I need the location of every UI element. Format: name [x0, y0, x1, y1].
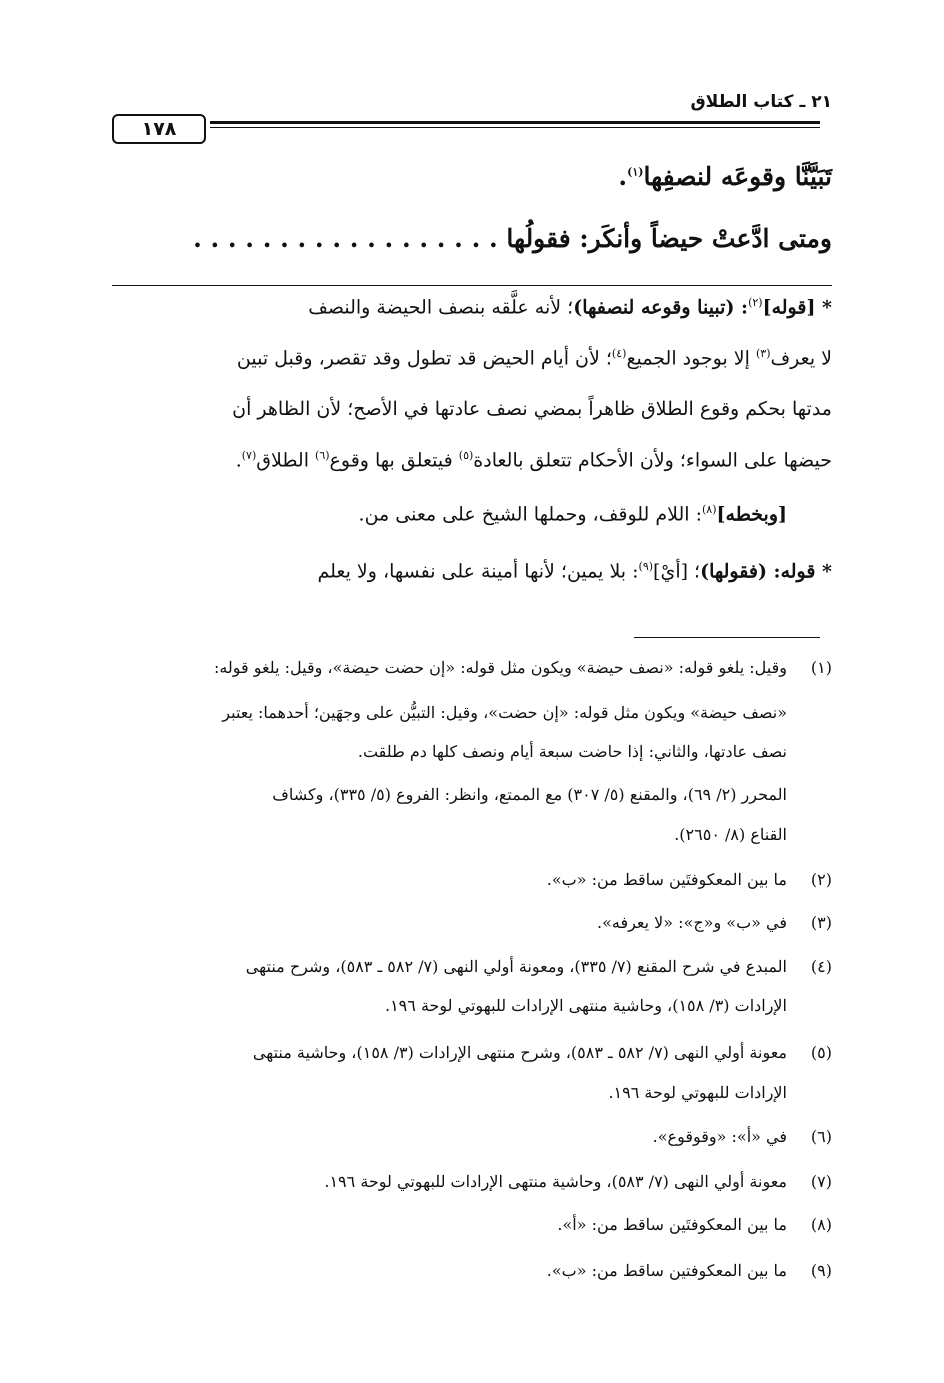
footnote-line: ما بين المعكوفتَين ساقط من: «أ». — [557, 1215, 787, 1234]
footnote-number: (٦) — [810, 1127, 832, 1146]
footnote-number: (٥) — [810, 1043, 832, 1062]
commentary-text: ؛ لأن أيام الحيض قد تطول وقد تقصر، وقبل تبين — [236, 347, 612, 370]
footnote-line: المحرر (٢/ ٦٩)، والمقنع (٥/ ٣٠٧) مع الممتع، وانظر: الفروع (٥/ ٣٣٥)، وكشاف — [272, 785, 787, 804]
footnote-ref[interactable]: (٣) — [755, 347, 771, 360]
commentary-text: حيضها على السواء؛ ولأن الأحكام تتعلق بالعادة — [473, 449, 832, 472]
matn-dots: . . . . . . . . . . . . . . . . . . — [193, 224, 498, 253]
matn-separator — [112, 285, 832, 286]
commentary-text: : بلا يمين؛ لأنها أمينة على نفسها، ولا يعلم — [317, 560, 639, 583]
commentary-line — [359, 503, 787, 525]
footnote-line: المبدع في شرح المقنع (٧/ ٣٣٥)، ومعونة أولي النهى (٧/ ٥٨٢ ـ ٥٨٣)، وشرح منتهى — [245, 957, 787, 976]
commentary-line — [318, 560, 833, 582]
lemma: * [قوله] — [762, 296, 832, 319]
commentary-line — [308, 296, 832, 318]
header-rule-thin — [210, 127, 820, 128]
commentary-line — [232, 398, 832, 420]
commentary-text: إلا بوجود الجميع — [626, 347, 756, 370]
footnote-line: وقيل: يلغو قوله: «نصف حيضة» ويكون مثل قوله: «إن حضت حيضة»، وقيل: يلغو قوله: — [213, 658, 787, 677]
footnote-number: (٨) — [810, 1215, 832, 1234]
commentary-line — [236, 449, 832, 471]
footnote-line: في «ب» و«ج»: «لا يعرفه». — [596, 913, 787, 932]
footnote-number: (٢) — [810, 870, 832, 889]
matn-text: تَبَيَّنَّا وقوعَه لنصفِها — [643, 162, 832, 191]
footnote-ref[interactable]: (٥) — [458, 449, 474, 462]
commentary-text: . — [235, 449, 242, 472]
footnote-ref[interactable]: (١) — [627, 165, 644, 179]
commentary-text: فيتعلق بها وقوع — [329, 449, 459, 472]
footnote-ref[interactable]: (٧) — [241, 449, 257, 462]
footnote-number: (٩) — [810, 1261, 832, 1280]
matn-line-1 — [112, 162, 832, 191]
lemma: * قوله: (فقولها) — [700, 560, 832, 583]
commentary-text: الطلاق — [256, 449, 316, 472]
footnote-line: معونة أولي النهى (٧/ ٥٨٣)، وحاشية منتهى الإرادات للبهوتي لوحة ١٩٦. — [324, 1172, 787, 1191]
footnote-line: ما بين المعكوفتين ساقط من: «ب». — [546, 1261, 787, 1280]
footnote-ref[interactable]: (٢) — [748, 296, 763, 309]
footnote-line: «نصف حيضة» ويكون مثل قوله: «إن حضت»، وقيل: التبيُّن على وجهَين؛ أحدهما: يعتبر — [222, 703, 787, 722]
chapter-title: ٢١ ـ كتاب الطلاق — [690, 92, 832, 112]
footnote-ref[interactable]: (٦) — [315, 449, 330, 462]
footnote-ref[interactable]: (٩) — [638, 560, 654, 573]
commentary-text: ؛ لأنه علَّقه بنصف الحيضة والنصف — [308, 296, 574, 319]
footnote-number: (٧) — [810, 1172, 832, 1191]
header-rule — [210, 121, 820, 124]
footnote-number: (٣) — [810, 913, 832, 932]
matn-line-2 — [112, 224, 832, 253]
matn-text: ومتى ادَّعتْ حيضاً وأنكَر: فقولُها — [506, 224, 832, 253]
footnote-line: في «أ»: «وقوقوع». — [652, 1127, 787, 1146]
commentary-text: مدتها بحكم وقوع الطلاق ظاهراً بمضي نصف عادتها في الأصح؛ لأن الظاهر أن — [232, 398, 832, 420]
running-header — [122, 92, 832, 116]
commentary-line — [237, 347, 832, 369]
footnote-number: (١) — [810, 658, 832, 677]
footnote-line: نصف عادتها، والثاني: إذا حاضت سبعة أيام ونصف كلها دم طلقت. — [357, 742, 787, 761]
footnote-separator — [634, 637, 820, 638]
footnote-line: الإرادات للبهوتي لوحة ١٩٦. — [608, 1083, 787, 1102]
footnote-line: ما بين المعكوفتَين ساقط من: «ب». — [546, 870, 787, 889]
matn-punct: . — [618, 162, 628, 191]
footnote-line: معونة أولي النهى (٧/ ٥٨٢ ـ ٥٨٣)، وشرح منتهى الإرادات (٣/ ١٥٨)، وحاشية منتهى — [252, 1043, 787, 1062]
footnote-number: (٤) — [810, 957, 832, 976]
lemma: : (تبينا وقوعه لنصفها) — [573, 296, 749, 319]
commentary-text: ؛ [أيْ] — [653, 560, 701, 583]
lemma: [وبخطه] — [716, 503, 787, 526]
commentary-text: : اللام للوقف، وحملها الشيخ على معنى من. — [358, 503, 702, 526]
footnote-line: الإرادات (٣/ ١٥٨)، وحاشية منتهى الإرادات للبهوتي لوحة ١٩٦. — [384, 996, 787, 1015]
page-number: ١٧٨ — [112, 114, 206, 144]
footnote-ref[interactable]: (٤) — [611, 347, 627, 360]
footnote-line: القناع (٨/ ٢٦٥٠). — [674, 825, 787, 844]
footnote-ref[interactable]: (٨) — [702, 503, 717, 516]
commentary-text: لا يعرف — [770, 347, 832, 370]
